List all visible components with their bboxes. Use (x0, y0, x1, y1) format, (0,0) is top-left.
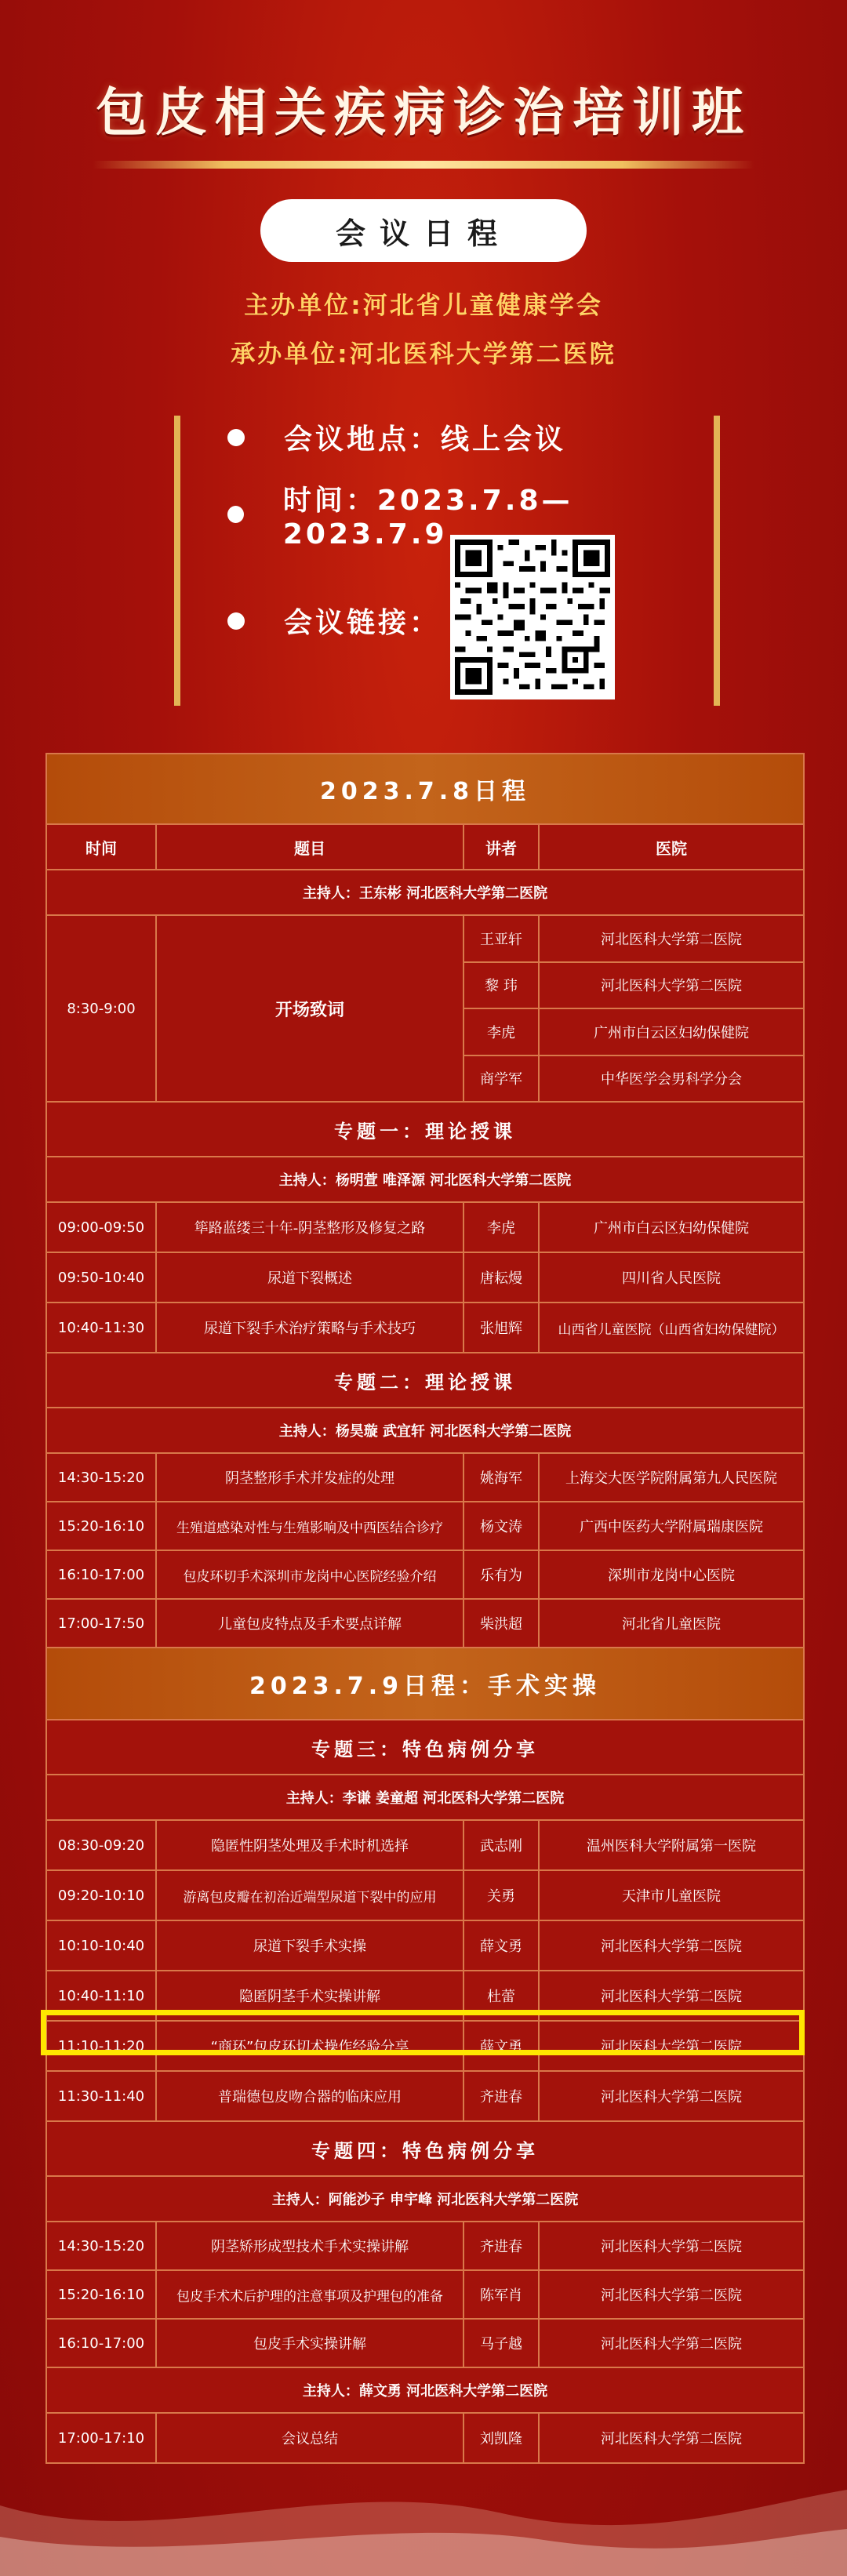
opening-topic: 开场致词 (157, 916, 464, 1101)
topic2-title: 专题二：理论授课 (334, 1371, 516, 1393)
topic4-title: 专题四：特色病例分享 (311, 2139, 539, 2162)
table-row (47, 2222, 803, 2271)
meeting-info-box (174, 416, 720, 706)
time: 09:50-10:40 (47, 1253, 157, 1302)
time: 14:30-15:20 (47, 1454, 157, 1501)
topic4-host: 主持人：阿能沙子 申宇峰 河北医科大学第二医院 (271, 2192, 579, 2208)
table-row (464, 1056, 803, 1102)
table-row (47, 2320, 803, 2368)
title: 阴茎矫形成型技术手术实操讲解 (157, 2222, 464, 2269)
table-row (47, 2414, 803, 2462)
title: 生殖道感染对性与生殖影响及中西医结合诊疗 (157, 1502, 464, 1550)
link-row (227, 601, 441, 641)
topic1-host-row (47, 1157, 803, 1203)
schedule-table (45, 753, 805, 2464)
time: 15:20-16:10 (47, 1502, 157, 1550)
speaker: 薛文勇 (464, 2022, 540, 2070)
time-text: 时间：2023.7.8—2023.7.9 (282, 485, 573, 550)
table-row (47, 2271, 803, 2320)
qr-code-icon (455, 540, 610, 695)
hospital: 四川省人民医院 (622, 1270, 721, 1287)
speaker: 薛文勇 (464, 1921, 540, 1970)
speaker: 乐有为 (464, 1551, 540, 1598)
title: 包皮环切手术深圳市龙岗中心医院经验介绍 (157, 1551, 464, 1598)
table-row (47, 1600, 803, 1648)
qr-code[interactable] (450, 535, 615, 699)
time: 16:10-17:00 (47, 1551, 157, 1598)
time: 11:30-11:40 (47, 2072, 157, 2120)
hospital: 天津市儿童医院 (622, 1888, 721, 1905)
title: 包皮手术术后护理的注意事项及护理包的准备 (157, 2271, 464, 2318)
speaker: 黎 玮 (464, 963, 540, 1008)
topic2-host: 主持人：杨昊璇 武宜轩 河北医科大学第二医院 (278, 1423, 572, 1440)
title: 尿道下裂手术治疗策略与手术技巧 (157, 1303, 464, 1352)
topic3-title: 专题三：特色病例分享 (311, 1738, 539, 1760)
table-row (47, 1821, 803, 1871)
bullet-icon (227, 612, 245, 630)
title: 包皮手术实操讲解 (157, 2320, 464, 2367)
hospital: 河北医科大学第二医院 (601, 2431, 742, 2447)
opening-speakers (464, 916, 803, 1101)
title: 阴茎整形手术并发症的处理 (157, 1454, 464, 1501)
table-row (47, 2072, 803, 2122)
speaker: 李虎 (464, 1009, 540, 1055)
speaker: 商学军 (464, 1056, 540, 1102)
title: “商环”包皮环切术操作经验分享 (157, 2022, 464, 2070)
col-header-hospital: 医院 (656, 838, 687, 858)
speaker: 王亚轩 (464, 916, 540, 961)
title: 隐匿阴茎手术实操讲解 (157, 1971, 464, 2020)
time: 08:30-09:20 (47, 1821, 157, 1869)
hospital: 中华医学会男科学分会 (601, 1071, 742, 1088)
bottom-wave-decoration (0, 2458, 847, 2576)
host-unit: 主办单位:河北省儿童健康学会 (244, 292, 603, 320)
hospital: 河北医科大学第二医院 (601, 1989, 742, 2005)
host-text: 主持人：王东彬 河北医科大学第二医院 (302, 885, 548, 902)
hospital: 温州医科大学附属第一医院 (587, 1838, 756, 1855)
table-row (464, 963, 803, 1010)
title-underline (93, 161, 754, 169)
time: 16:10-17:00 (47, 2320, 157, 2367)
hospital: 广州市白云区妇幼保健院 (594, 1220, 749, 1237)
col-header-topic: 题目 (157, 825, 464, 869)
table-row (47, 1502, 803, 1551)
bullet-icon (227, 506, 244, 523)
hospital: 河北省儿童医院 (622, 1616, 721, 1633)
speaker: 马子越 (464, 2320, 540, 2367)
speaker: 杨文涛 (464, 1502, 540, 1550)
table-header (47, 825, 803, 870)
topic1-host: 主持人：杨明萱 唯泽源 河北医科大学第二医院 (278, 1172, 572, 1189)
title: 筚路蓝缕三十年-阴茎整形及修复之路 (157, 1203, 464, 1252)
title: 尿道下裂概述 (157, 1253, 464, 1302)
hospital: 河北医科大学第二医院 (601, 2287, 742, 2304)
speaker: 唐耘熳 (464, 1253, 540, 1302)
time: 09:00-09:50 (47, 1203, 157, 1252)
col-header-speaker: 讲者 (464, 825, 540, 869)
hospital: 河北医科大学第二医院 (601, 2039, 742, 2055)
link-label: 会议链接： (284, 607, 442, 639)
topic3-row (47, 1720, 803, 1775)
hospital: 深圳市龙岗中心医院 (608, 1568, 735, 1584)
title: 儿童包皮特点及手术要点详解 (157, 1600, 464, 1647)
topic4-row (47, 2122, 803, 2177)
hospital: 山西省儿童医院（山西省妇幼保健院） (558, 1321, 785, 1338)
hospital: 广州市白云区妇幼保健院 (594, 1024, 749, 1041)
col-header-time: 时间 (47, 825, 157, 869)
table-row (47, 1203, 803, 1253)
table-row (47, 1253, 803, 1303)
time: 10:10-10:40 (47, 1921, 157, 1970)
time: 09:20-10:10 (47, 1871, 157, 1920)
highlighted-row-frame (41, 2010, 805, 2055)
topic4-host-row (47, 2177, 803, 2222)
table-row (47, 1551, 803, 1600)
table-row (47, 1871, 803, 1921)
title: 普瑞德包皮吻合器的临床应用 (157, 2072, 464, 2120)
hospital: 河北医科大学第二医院 (601, 2336, 742, 2353)
time: 17:00-17:50 (47, 1600, 157, 1647)
closing-host-row (47, 2368, 803, 2414)
speaker: 武志刚 (464, 1821, 540, 1869)
organizer-unit: 承办单位:河北医科大学第二医院 (231, 340, 616, 369)
time: 14:30-15:20 (47, 2222, 157, 2269)
hospital: 河北医科大学第二医院 (601, 2089, 742, 2105)
speaker: 关勇 (464, 1871, 540, 1920)
topic2-host-row (47, 1408, 803, 1454)
schedule-pill: 会议日程 (260, 199, 587, 262)
host-row (47, 870, 803, 916)
day2-title: 2023.7.9日程：手术实操 (47, 1648, 803, 1720)
table-row (47, 1921, 803, 1971)
speaker: 姚海军 (464, 1454, 540, 1501)
title: 会议总结 (157, 2414, 464, 2462)
title: 尿道下裂手术实操 (157, 1921, 464, 1970)
page-title: 包皮相关疾病诊治培训班 (96, 82, 751, 143)
time: 17:00-17:10 (47, 2414, 157, 2462)
speaker: 李虎 (464, 1203, 540, 1252)
speaker: 杜蕾 (464, 1971, 540, 2020)
speaker: 柴洪超 (464, 1600, 540, 1647)
title: 游离包皮瓣在初治近端型尿道下裂中的应用 (157, 1871, 464, 1920)
day1-title: 2023.7.8日程 (47, 754, 803, 825)
opening-row (47, 916, 803, 1103)
hospital: 广西中医药大学附属瑞康医院 (580, 1519, 763, 1535)
time: 10:40-11:30 (47, 1303, 157, 1352)
location-row (227, 417, 566, 457)
table-row (464, 916, 803, 963)
time: 15:20-16:10 (47, 2271, 157, 2318)
topic3-host-row (47, 1775, 803, 1821)
table-row (464, 1009, 803, 1056)
hospital: 河北医科大学第二医院 (601, 931, 742, 948)
topic1-row (47, 1103, 803, 1157)
speaker: 刘凯隆 (464, 2414, 540, 2462)
title: 隐匿性阴茎处理及手术时机选择 (157, 1821, 464, 1869)
bullet-icon (227, 429, 245, 446)
hospital: 河北医科大学第二医院 (601, 1938, 742, 1955)
speaker: 齐进春 (464, 2072, 540, 2120)
closing-host: 主持人：薛文勇 河北医科大学第二医院 (302, 2383, 548, 2400)
time: 10:40-11:10 (47, 1971, 157, 2020)
location-text: 会议地点：线上会议 (284, 423, 567, 456)
table-row (47, 1303, 803, 1353)
topic3-host: 主持人：李谦 姜童超 河北医科大学第二医院 (285, 1790, 565, 1807)
speaker: 张旭辉 (464, 1303, 540, 1352)
hospital: 上海交大医学院附属第九人民医院 (565, 1470, 777, 1487)
speaker: 齐进春 (464, 2222, 540, 2269)
time: 11:10-11:20 (47, 2022, 157, 2070)
hospital: 河北医科大学第二医院 (601, 2239, 742, 2255)
speaker: 陈军肖 (464, 2271, 540, 2318)
table-row (47, 1454, 803, 1502)
topic1-title: 专题一：理论授课 (334, 1120, 516, 1143)
topic2-row (47, 1353, 803, 1408)
hospital: 河北医科大学第二医院 (601, 978, 742, 995)
opening-time: 8:30-9:00 (47, 916, 157, 1101)
